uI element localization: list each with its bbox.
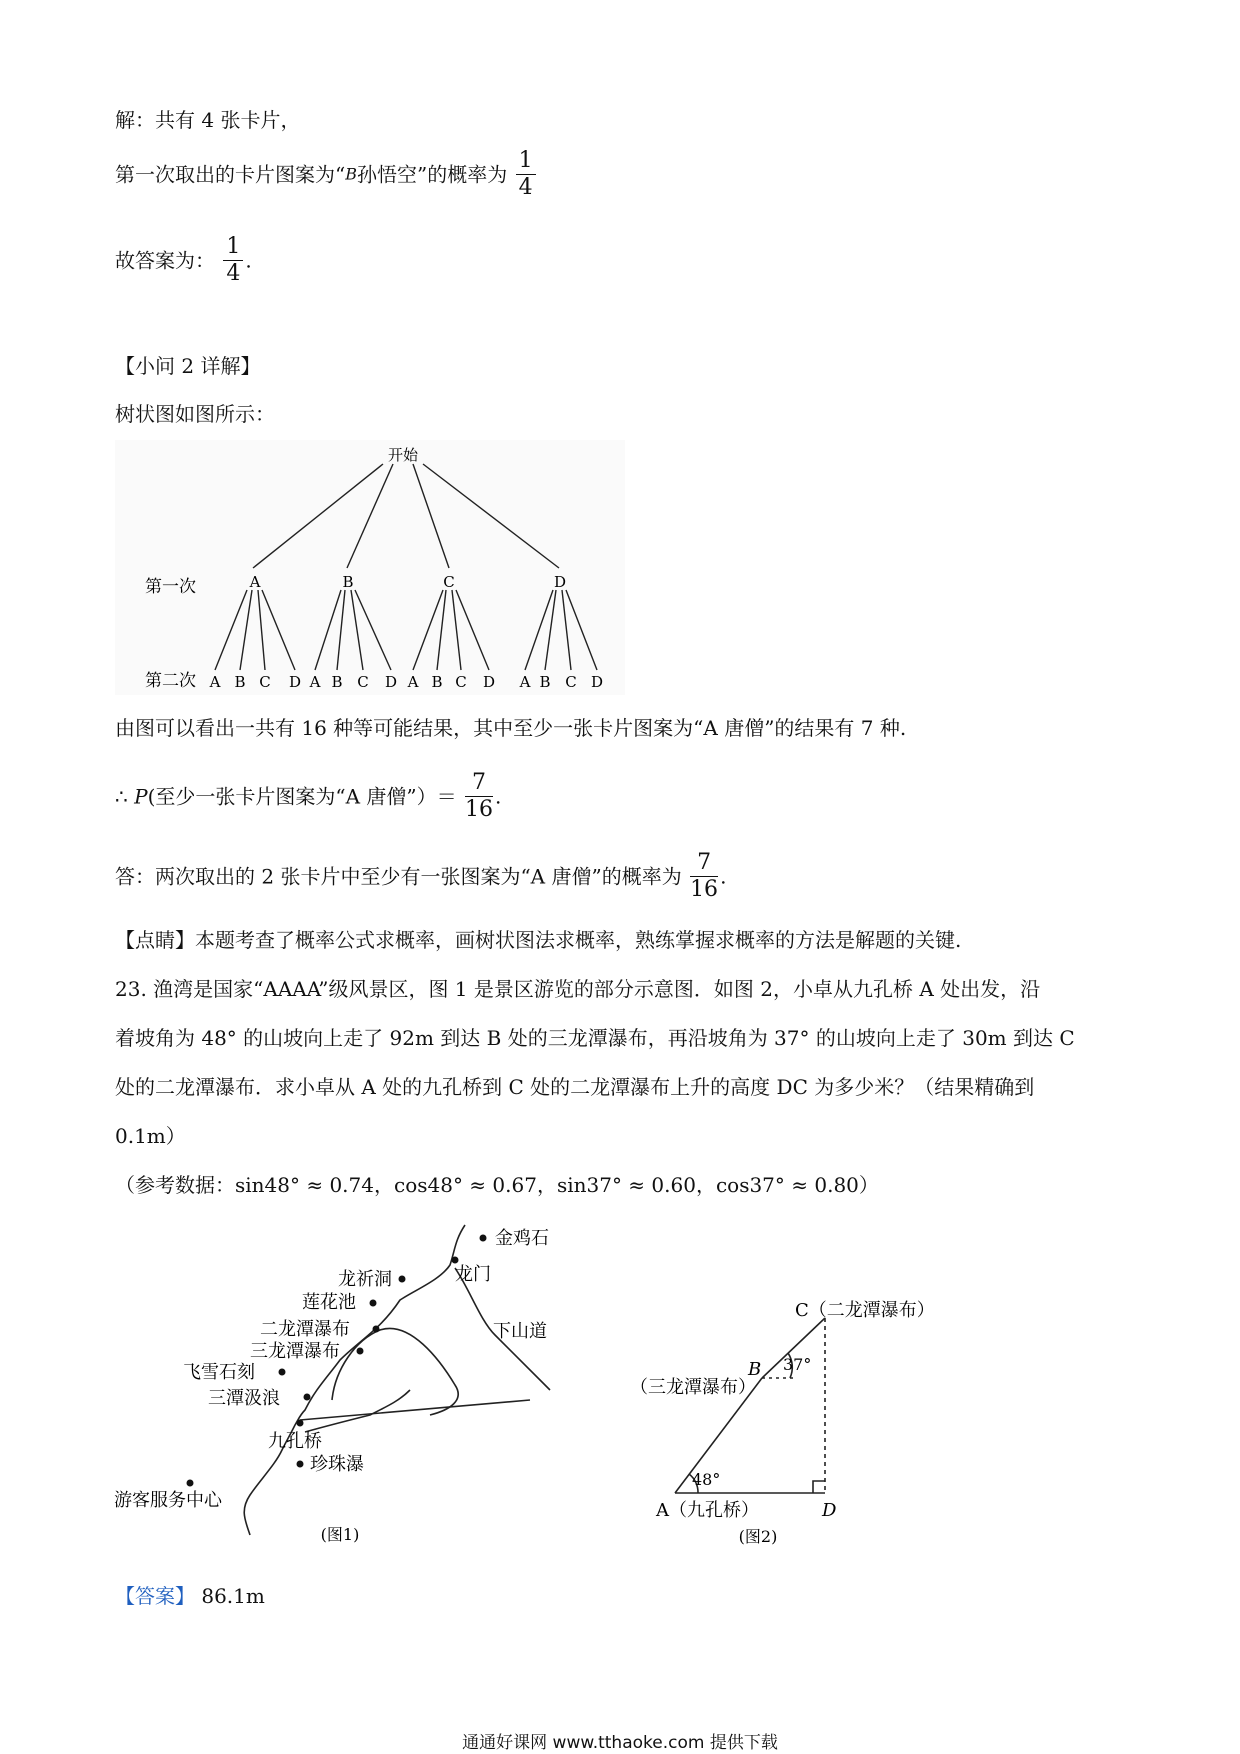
fraction-denominator: 4 (518, 175, 533, 200)
tree-leaf: B (431, 673, 443, 691)
text: 第一次取出的卡片图案为“ (115, 162, 346, 187)
period: . (720, 864, 727, 889)
tree-leaf: B (331, 673, 343, 691)
question-23-line-3: 处的二龙潭瀑布．求小卓从 A 处的九孔桥到 C 处的二龙潭瀑布上升的高度 DC 为多少米？（结果精确到 (115, 1075, 1035, 1099)
map-label: 游客服务中心 (114, 1490, 222, 1511)
figure-1-caption: (图1) (320, 1525, 360, 1544)
fraction-numerator: 1 (516, 148, 536, 175)
tree-node: A (249, 573, 261, 591)
map-label: 莲花池 (302, 1292, 356, 1313)
tree-root: 开始 (387, 446, 419, 464)
map-label: 龙门 (455, 1264, 491, 1285)
tree-leaf: D (590, 673, 604, 691)
var-b: B (345, 164, 357, 184)
tree-leaf: A (309, 673, 321, 691)
probability-line (115, 770, 501, 823)
final-answer (115, 1582, 265, 1610)
tree-level2-label: 第二次 (145, 671, 196, 691)
point-b-description: （三龙潭瀑布） (630, 1377, 756, 1398)
reference-data: （参考数据：sin48° ≈ 0.74，cos48° ≈ 0.67，sin37° ≈ 0.60，cos37° ≈ 0.80） (115, 1173, 879, 1197)
figure-2-triangle (630, 1300, 990, 1550)
tree-leaf: B (234, 673, 246, 691)
tree-conclusion: 由图可以看出一共有 16 种等可能结果，其中至少一张卡片图案为“A 唐僧”的结果有 7 种. (115, 716, 907, 740)
answer-line (115, 850, 726, 903)
angle-48-label: 48° (692, 1470, 721, 1489)
solution-line-2 (115, 148, 538, 201)
fraction-numerator: 7 (465, 770, 493, 797)
tree-leaf: C (565, 673, 577, 691)
fraction-denominator: 4 (226, 261, 241, 286)
solution-line-1 (115, 106, 300, 134)
footer: 通通好课网 www.tthaoke.com 提供下载 (462, 1733, 778, 1753)
text: 故答案为： (115, 248, 215, 273)
map-label: 二龙潭瀑布 (260, 1319, 350, 1340)
question-23-line-2: 着坡角为 48° 的山坡向上走了 92m 到达 B 处的三龙潭瀑布，再沿坡角为 37° 的山坡向上走了 30m 到达 C (115, 1026, 1075, 1050)
tree-level1-label: 第一次 (145, 577, 196, 597)
map-label: 三龙潭瀑布 (250, 1341, 340, 1362)
fraction-numerator: 1 (223, 234, 243, 261)
period: . (494, 784, 502, 809)
map-label: 飞雪石刻 (183, 1362, 255, 1383)
tree-leaf: A (519, 673, 531, 691)
text: (至少一张卡片图案为“A 唐僧”）＝ (147, 784, 457, 809)
fraction (690, 850, 718, 903)
commentary: 【点睛】本题考查了概率公式求概率，画树状图法求概率，熟练掌握求概率的方法是解题的关键. (115, 928, 962, 952)
tree-node: C (443, 573, 455, 591)
solution-line-3 (115, 234, 252, 287)
point-d-label: D (822, 1500, 837, 1521)
map-label: 金鸡石 (495, 1228, 549, 1249)
tree-leaf: C (357, 673, 369, 691)
tree-node: B (342, 573, 354, 591)
point-c-label: C（二龙潭瀑布） (795, 1300, 935, 1321)
fraction (465, 770, 493, 823)
figure-1-map (110, 1220, 580, 1550)
tree-leaf: A (407, 673, 419, 691)
tree-leaf: B (539, 673, 551, 691)
answer-label: 【答案】 (115, 1584, 195, 1608)
period: . (245, 248, 252, 273)
map-label: 龙祈洞 (338, 1269, 392, 1290)
var-p: P (134, 784, 148, 809)
therefore-symbol: ∴ (115, 784, 128, 809)
number: 4 (201, 108, 215, 132)
map-label: 三潭汲浪 (208, 1388, 280, 1409)
tree-intro: 树状图如图所示： (115, 402, 275, 426)
answer-value: 86.1m (201, 1584, 265, 1608)
tree-leaf: C (455, 673, 467, 691)
map-label: 珍珠瀑 (310, 1454, 364, 1475)
fraction-denominator: 16 (464, 797, 493, 822)
text: 张卡片， (220, 108, 301, 132)
figure-2-caption: (图2) (738, 1527, 778, 1546)
tree-node: D (553, 573, 567, 591)
text: 解：共有 (115, 108, 195, 132)
tree-diagram (115, 440, 625, 695)
tree-leaf: A (209, 673, 221, 691)
text: 答：两次取出的 2 张卡片中至少有一张图案为“A 唐僧”的概率为 (115, 864, 682, 889)
point-b-label: B (748, 1359, 762, 1380)
map-label: 九孔桥 (268, 1431, 322, 1452)
tree-leaf: D (384, 673, 398, 691)
question-23-line-4: 0.1m） (115, 1124, 186, 1148)
fraction-denominator: 16 (690, 877, 719, 902)
section-heading: 【小问 2 详解】 (115, 354, 261, 378)
map-label: 下山道 (493, 1321, 547, 1342)
fraction (223, 234, 243, 287)
fraction (516, 148, 536, 201)
text: 孙悟空”的概率为 (357, 162, 508, 187)
point-a-label: A（九孔桥） (656, 1500, 759, 1521)
tree-leaf: D (288, 673, 302, 691)
question-23-line-1: 23. 渔湾是国家“AAAA”级风景区，图 1 是景区游览的部分示意图．如图 2，小卓从九孔桥 A 处出发，沿 (115, 977, 1041, 1001)
tree-leaf: D (482, 673, 496, 691)
tree-leaf: C (259, 673, 271, 691)
angle-37-label: 37° (783, 1355, 812, 1374)
fraction-numerator: 7 (690, 850, 718, 877)
